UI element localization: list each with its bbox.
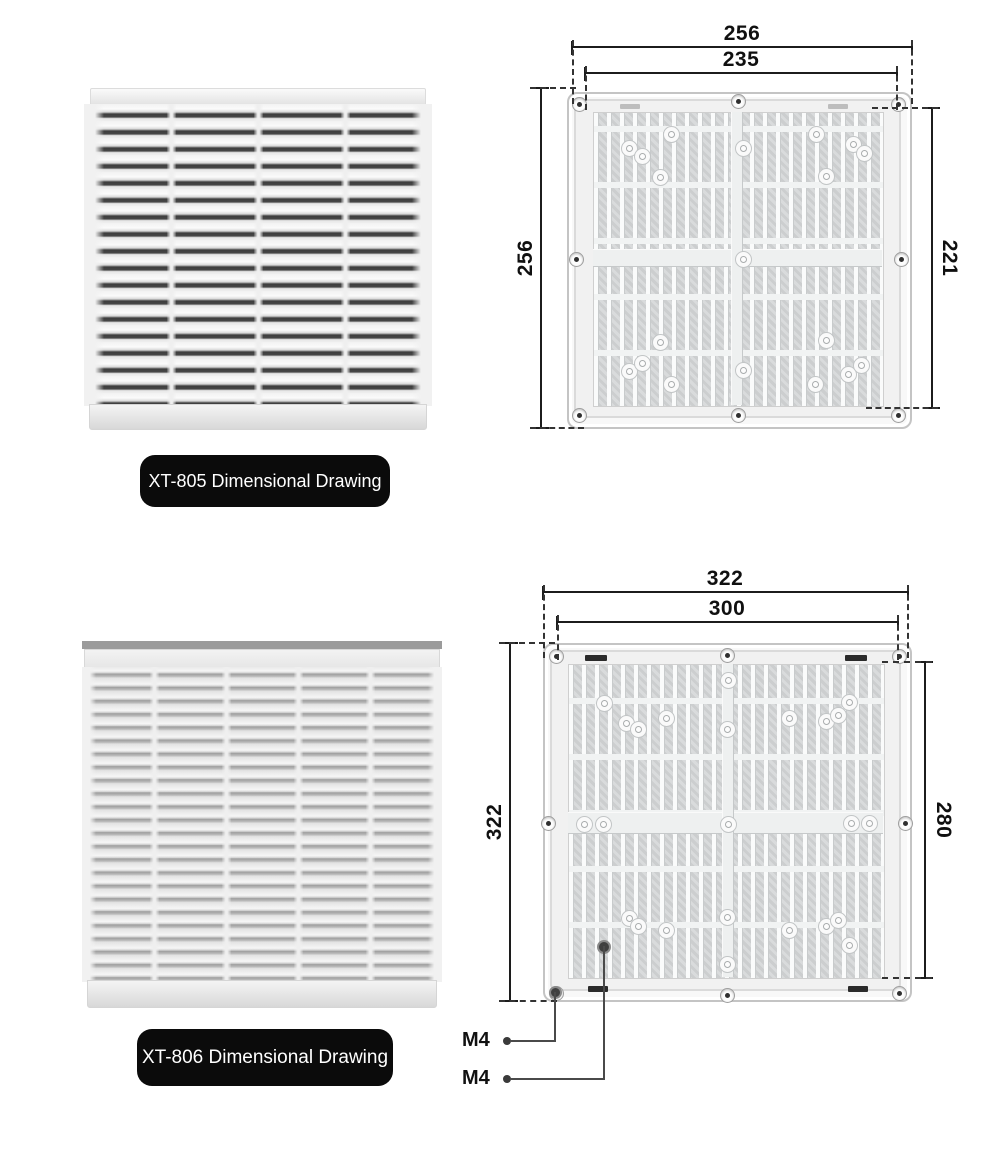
grille-base xyxy=(87,980,437,1008)
boss-marker xyxy=(630,721,647,738)
extension-line xyxy=(897,615,899,660)
boss-marker xyxy=(630,918,647,935)
grille-column-divider xyxy=(294,667,303,982)
screw-marker xyxy=(572,408,587,423)
boss-marker xyxy=(595,816,612,833)
grille-column-divider xyxy=(167,104,176,406)
xt806-badge-text: XT-806 Dimensional Drawing xyxy=(141,1046,389,1068)
boss-marker xyxy=(719,956,736,973)
grille-top-cap xyxy=(84,649,440,669)
dim-line-outer-width xyxy=(543,591,908,593)
extension-line xyxy=(530,427,584,429)
dim-line-filter-width xyxy=(557,621,898,623)
boss-marker xyxy=(861,815,878,832)
screw-marker xyxy=(898,816,913,831)
grille-top-strip xyxy=(82,641,442,649)
extension-line xyxy=(499,642,555,644)
frame-tab xyxy=(620,104,640,109)
boss-marker xyxy=(735,140,752,157)
screw-marker xyxy=(891,97,906,112)
m4-callout-dot xyxy=(503,1037,511,1045)
screw-marker xyxy=(731,408,746,423)
screw-marker xyxy=(894,252,909,267)
boss-marker xyxy=(719,909,736,926)
grille-edge xyxy=(412,104,432,406)
screw-marker xyxy=(731,94,746,109)
boss-marker xyxy=(658,922,675,939)
screw-marker xyxy=(892,986,907,1001)
boss-marker xyxy=(781,922,798,939)
boss-marker xyxy=(652,169,669,186)
dim-line-filter-height xyxy=(924,662,926,978)
boss-marker xyxy=(652,334,669,351)
frame-tab xyxy=(588,986,608,992)
boss-marker xyxy=(856,145,873,162)
boss-marker xyxy=(818,168,835,185)
dim-label-outer-width: 256 xyxy=(723,22,761,45)
boss-marker xyxy=(853,357,870,374)
grille-louvers xyxy=(82,667,442,982)
extension-line xyxy=(872,107,938,109)
boss-marker xyxy=(576,816,593,833)
grille-edge xyxy=(84,104,104,406)
screw-marker xyxy=(569,252,584,267)
m4-leader-line xyxy=(603,946,605,1080)
dim-label-filter-width: 300 xyxy=(708,597,746,620)
boss-marker xyxy=(719,721,736,738)
m4-callout-dot xyxy=(503,1075,511,1083)
extension-line xyxy=(499,1000,557,1002)
xt805-badge-text: XT-805 Dimensional Drawing xyxy=(148,470,382,491)
frame-tab xyxy=(585,655,607,661)
boss-marker xyxy=(781,710,798,727)
boss-marker xyxy=(735,362,752,379)
extension-line xyxy=(896,66,898,110)
screw-marker xyxy=(720,988,735,1003)
grille-column-divider xyxy=(254,104,263,406)
dim-label-outer-height: 256 xyxy=(514,239,537,277)
extension-line xyxy=(543,585,545,658)
boss-marker xyxy=(830,707,847,724)
dim-label-outer-width: 322 xyxy=(706,567,744,590)
boss-marker xyxy=(663,126,680,143)
m4-leader-line xyxy=(511,1078,604,1080)
extension-line xyxy=(572,40,574,104)
boss-marker xyxy=(807,376,824,393)
screw-marker xyxy=(891,408,906,423)
dim-line-outer-height xyxy=(540,88,542,428)
boss-marker xyxy=(818,332,835,349)
m4-callout-label: M4 xyxy=(462,1029,490,1051)
extension-line xyxy=(907,585,909,658)
m4-leader-line xyxy=(554,992,556,1042)
grille-column-divider xyxy=(341,104,350,406)
boss-marker xyxy=(634,148,651,165)
xt805-front-photo xyxy=(84,88,432,430)
dim-line-outer-height xyxy=(509,643,511,1001)
extension-line xyxy=(585,66,587,110)
dim-label-filter-height: 221 xyxy=(938,239,961,277)
grille-edge xyxy=(82,667,96,982)
screw-marker xyxy=(720,648,735,663)
grille-edge xyxy=(428,667,442,982)
boss-marker xyxy=(720,816,737,833)
grille-column-divider xyxy=(222,667,231,982)
boss-marker xyxy=(841,937,858,954)
xt805-badge xyxy=(140,455,390,507)
boss-marker xyxy=(720,672,737,689)
grille-base xyxy=(89,404,427,430)
boss-marker xyxy=(663,376,680,393)
boss-marker xyxy=(658,710,675,727)
m4-callout-label: M4 xyxy=(462,1067,490,1089)
m4-leader-line xyxy=(511,1040,555,1042)
grille-column-divider xyxy=(150,667,159,982)
dim-label-outer-height: 322 xyxy=(483,803,506,841)
extension-line xyxy=(530,87,576,89)
boss-marker xyxy=(830,912,847,929)
extension-line xyxy=(882,661,932,663)
dim-label-filter-height: 280 xyxy=(932,801,955,839)
frame-tab xyxy=(845,655,867,661)
xt806-front-photo xyxy=(82,641,442,1008)
boss-marker xyxy=(596,695,613,712)
frame-tab xyxy=(828,104,848,109)
extension-line xyxy=(911,40,913,104)
xt806-badge xyxy=(137,1029,393,1086)
frame-tab xyxy=(848,986,868,992)
boss-marker xyxy=(735,251,752,268)
grille-louvers xyxy=(84,104,432,406)
boss-marker xyxy=(808,126,825,143)
boss-marker xyxy=(634,355,651,372)
dim-line-filter-height xyxy=(931,108,933,408)
extension-line xyxy=(882,977,932,979)
extension-line xyxy=(557,615,559,660)
boss-marker xyxy=(843,815,860,832)
dim-line-filter-width xyxy=(585,72,897,74)
screw-marker xyxy=(541,816,556,831)
extension-line xyxy=(866,407,938,409)
grille-column-divider xyxy=(366,667,375,982)
dim-label-filter-width: 235 xyxy=(722,48,760,71)
